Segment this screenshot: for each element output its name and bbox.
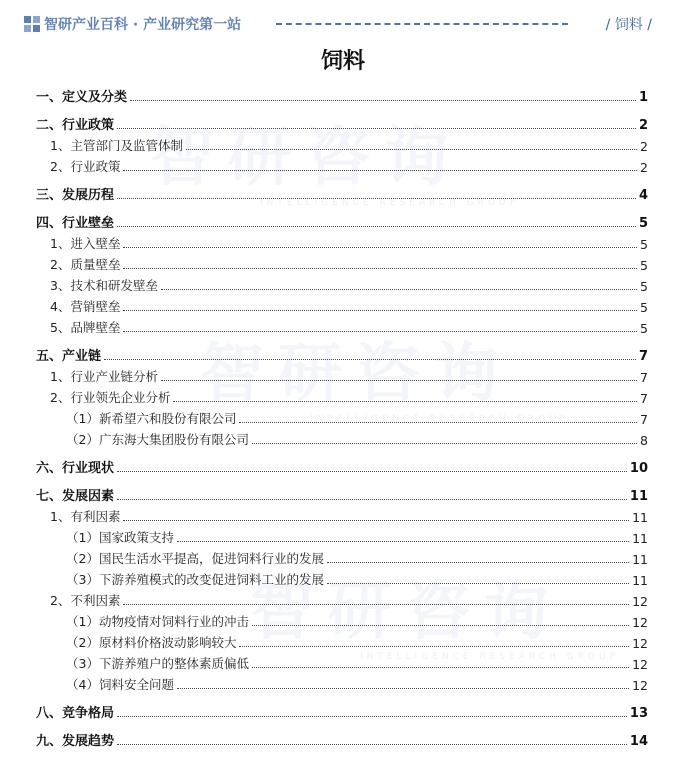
toc-dot-leader <box>130 100 636 101</box>
toc-entry[interactable] <box>36 315 648 336</box>
toc-entry[interactable] <box>36 112 648 133</box>
toc-entry-title: 1、进入壁垒 <box>50 236 121 251</box>
toc-entry-page: 1 <box>638 90 648 105</box>
toc-dot-leader <box>186 149 637 150</box>
toc-entry-title: 七、发展因素 <box>36 489 115 504</box>
toc-entry[interactable] <box>36 651 648 672</box>
toc-entry-title: 5、品牌壁垒 <box>50 320 121 335</box>
toc-dot-leader <box>117 471 627 472</box>
toc-entry-page: 2 <box>638 118 648 133</box>
toc-entry-page: 10 <box>629 461 648 476</box>
toc-entry[interactable] <box>36 427 648 448</box>
toc-entry[interactable] <box>36 154 648 175</box>
toc-entry-page: 11 <box>632 510 648 525</box>
toc-entry-title: （3）下游养殖户的整体素质偏低 <box>66 656 249 671</box>
toc-entry-title: （2）国民生活水平提高，促进饲料行业的发展 <box>66 551 324 566</box>
toc-dot-leader <box>123 170 637 171</box>
toc-dot-leader <box>117 198 636 199</box>
toc-entry[interactable] <box>36 546 648 567</box>
toc-entry-title: 二、行业政策 <box>36 118 115 133</box>
toc-entry-page: 8 <box>640 433 648 448</box>
toc-entry-title: （1）动物疫情对饲料行业的冲击 <box>66 614 249 629</box>
toc-entry[interactable] <box>36 455 648 476</box>
toc-entry-title: 2、质量壁垒 <box>50 257 121 272</box>
toc-entry-title: （2）原材料价格波动影响较大 <box>66 635 237 650</box>
toc-entry-title: 1、有利因素 <box>50 509 121 524</box>
toc-entry[interactable] <box>36 210 648 231</box>
toc-entry-title: （3）下游养殖模式的改变促进饲料工业的发展 <box>66 572 324 587</box>
toc-entry-title: 2、行业领先企业分析 <box>50 390 171 405</box>
toc-entry-title: 九、发展趋势 <box>36 734 115 749</box>
breadcrumb[interactable]: / 饲料 / <box>605 17 652 33</box>
toc-entry[interactable] <box>36 588 648 609</box>
toc-entry-page: 13 <box>629 706 648 721</box>
toc-entry-title: （4）饲料安全问题 <box>66 677 174 692</box>
toc-entry-page: 11 <box>632 552 648 567</box>
toc-entry[interactable] <box>36 294 648 315</box>
toc-dot-leader <box>252 625 629 626</box>
watermark-text: 智研咨询 <box>150 121 462 195</box>
toc-dot-leader <box>177 688 629 689</box>
watermark-text: 智研咨询 <box>200 337 512 411</box>
toc-entry-title: （1）新希望六和股份有限公司 <box>66 411 237 426</box>
toc-entry-page: 14 <box>629 734 648 749</box>
toc-dot-leader <box>117 716 627 717</box>
toc-entry[interactable] <box>36 385 648 406</box>
toc-entry-title: 五、产业链 <box>36 349 102 364</box>
toc-dot-leader <box>252 667 629 668</box>
toc-dot-leader <box>239 646 629 647</box>
toc-entry-page: 12 <box>632 594 648 609</box>
toc-dot-leader <box>117 744 627 745</box>
toc-entry-page: 7 <box>638 349 648 364</box>
toc-dot-leader <box>177 541 629 542</box>
toc-dot-leader <box>239 422 637 423</box>
toc-entry-title: 四、行业壁垒 <box>36 216 115 231</box>
brand-name: 智研产业百科 · 产业研究第一站 <box>44 17 242 33</box>
toc-entry[interactable] <box>36 133 648 154</box>
watermark-text: 智研咨询 <box>250 575 562 649</box>
toc-entry[interactable] <box>36 728 648 749</box>
toc-dot-leader <box>161 289 637 290</box>
toc-entry[interactable] <box>36 504 648 525</box>
toc-entry[interactable] <box>36 525 648 546</box>
toc-dot-leader <box>123 604 629 605</box>
toc-entry-page: 11 <box>632 531 648 546</box>
toc-entry-title: （1）国家政策支持 <box>66 530 174 545</box>
watermark-subtext: INTELLIGENCE RESEARCH GROUP <box>310 414 570 424</box>
toc-entry-title: 2、行业政策 <box>50 159 121 174</box>
toc-entry[interactable] <box>36 630 648 651</box>
watermark-subtext: INTELLIGENCE RESEARCH GROUP <box>260 198 520 208</box>
toc-entry[interactable] <box>36 567 648 588</box>
toc-entry-page: 5 <box>640 279 648 294</box>
brand-logo-icon <box>24 16 40 32</box>
toc-entry-page: 5 <box>640 258 648 273</box>
toc-entry-title: 4、营销壁垒 <box>50 299 121 314</box>
toc-dot-leader <box>161 380 637 381</box>
toc-entry-page: 12 <box>632 615 648 630</box>
toc-entry-title: 六、行业现状 <box>36 461 115 476</box>
toc-entry-page: 7 <box>640 391 648 406</box>
toc-entry-page: 5 <box>640 321 648 336</box>
toc-entry[interactable] <box>36 609 648 630</box>
toc-entry-page: 2 <box>640 160 648 175</box>
toc-entry[interactable] <box>36 252 648 273</box>
toc-entry-title: 1、行业产业链分析 <box>50 369 158 384</box>
toc-entry[interactable] <box>36 364 648 385</box>
toc-entry[interactable] <box>36 343 648 364</box>
toc-entry[interactable] <box>36 406 648 427</box>
toc-entry-title: 3、技术和研发壁垒 <box>50 278 158 293</box>
toc-dot-leader <box>117 128 636 129</box>
toc-entry[interactable] <box>36 273 648 294</box>
toc-dot-leader <box>173 401 637 402</box>
toc-entry-page: 11 <box>632 573 648 588</box>
page-header <box>0 0 686 46</box>
toc-entry[interactable] <box>36 672 648 693</box>
table-of-contents <box>36 84 648 749</box>
toc-entry[interactable] <box>36 182 648 203</box>
toc-entry-page: 5 <box>638 216 648 231</box>
toc-dot-leader <box>104 359 636 360</box>
toc-dot-leader <box>117 499 627 500</box>
toc-entry-title: 2、不利因素 <box>50 593 121 608</box>
watermark-subtext: INTELLIGENCE RESEARCH GROUP <box>360 652 620 662</box>
toc-entry-page: 7 <box>640 370 648 385</box>
toc-entry-title: 三、发展历程 <box>36 188 115 203</box>
toc-entry-title: （2）广东海大集团股份有限公司 <box>66 432 249 447</box>
toc-dot-leader <box>327 583 629 584</box>
toc-entry-page: 5 <box>640 300 648 315</box>
page-title: 饲料 <box>320 49 365 74</box>
toc-entry[interactable] <box>36 700 648 721</box>
toc-dot-leader <box>327 562 629 563</box>
toc-entry-page: 4 <box>638 188 648 203</box>
toc-entry-title: 1、主管部门及监管体制 <box>50 138 183 153</box>
toc-entry-page: 11 <box>629 489 648 504</box>
toc-entry-page: 12 <box>632 657 648 672</box>
toc-entry[interactable] <box>36 483 648 504</box>
toc-dot-leader <box>123 331 637 332</box>
toc-entry-page: 12 <box>632 678 648 693</box>
toc-entry-title: 八、竞争格局 <box>36 706 115 721</box>
toc-dot-leader <box>252 443 637 444</box>
toc-entry-page: 7 <box>640 412 648 427</box>
toc-dot-leader <box>117 226 636 227</box>
toc-dot-leader <box>123 268 637 269</box>
toc-dot-leader <box>123 310 637 311</box>
toc-entry-page: 5 <box>640 237 648 252</box>
toc-entry[interactable] <box>36 231 648 252</box>
toc-entry-title: 一、定义及分类 <box>36 90 128 105</box>
toc-entry[interactable] <box>36 84 648 105</box>
toc-entry-page: 2 <box>640 139 648 154</box>
toc-entry-page: 12 <box>632 636 648 651</box>
header-divider <box>276 23 568 25</box>
toc-dot-leader <box>123 520 629 521</box>
toc-dot-leader <box>123 247 637 248</box>
